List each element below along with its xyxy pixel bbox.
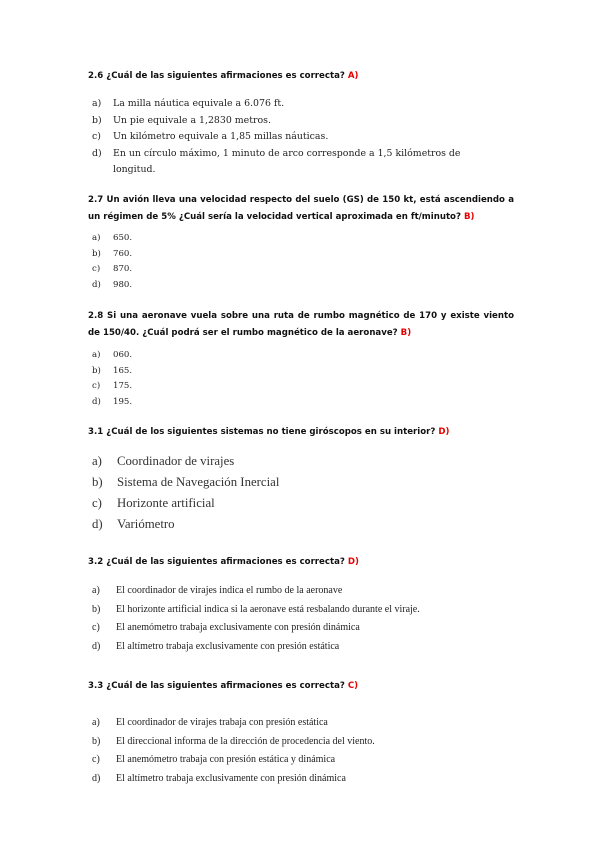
options-3-1 (92, 451, 522, 535)
option-c: c) 870. (92, 264, 133, 274)
correct-answer: B) (463, 212, 475, 222)
option-d: d) El altímetro trabaja exclusivamente con presión dinámica (92, 772, 346, 784)
correct-answer: A) (347, 71, 359, 81)
question-text: ¿Cuál de las siguientes afirmaciones es correcta? (106, 71, 345, 81)
option-c: c) El anemómetro trabaja con presión estática y dinámica (92, 754, 336, 765)
correct-answer: D) (438, 427, 450, 437)
question-2-8 (88, 308, 514, 342)
option-b: b) 165. (92, 365, 133, 376)
option-d: d) Variómetro (92, 517, 175, 531)
option-d: d) En un círculo máximo, 1 minuto de arco corresponde a 1,5 kilómetros de longitud. (92, 147, 461, 175)
question-number: 2.6 (88, 71, 104, 81)
option-d: d) 195. (92, 396, 133, 407)
question-text: Un avión lleva una velocidad respecto del suelo (GS) de 150 kt, está ascendiendo a un régimen de 5% ¿Cuál sería la velocidad vertical aproximada en ft/minuto? (88, 195, 515, 222)
question-number: 3.2 (88, 557, 104, 567)
question-number: 3.1 (88, 427, 104, 437)
option-d: d) 980. (92, 279, 133, 290)
options-3-3 (92, 714, 522, 788)
question-text: ¿Cuál de las siguientes afirmaciones es correcta? (106, 557, 345, 567)
question-number: 2.8 (88, 311, 104, 321)
question-3-2 (88, 554, 514, 571)
question-text: ¿Cuál de los siguientes sistemas no tiene giróscopos en su interior? (106, 427, 436, 437)
option-a: a) El coordinador de virajes indica el rumbo de la aeronave (92, 585, 343, 596)
question-3-1 (88, 424, 514, 441)
options-2-6 (92, 96, 522, 179)
question-3-3 (88, 678, 514, 695)
option-a: a) 060. (92, 350, 133, 360)
option-c: c) Un kilómetro equivale a 1,85 millas náuticas. (92, 131, 329, 142)
question-number: 3.3 (88, 681, 104, 691)
question-2-6 (88, 68, 514, 85)
question-2-7 (88, 192, 514, 226)
option-b: b) El direccional informa de la dirección de procedencia del viento. (92, 735, 375, 747)
option-c: c) 175. (92, 381, 133, 391)
option-d: d) El altímetro trabaja exclusivamente con presión estática (92, 640, 340, 652)
option-a: a) Coordinador de virajes (92, 454, 235, 468)
option-a: a) El coordinador de virajes trabaja con presión estática (92, 717, 328, 728)
option-a: a) 650. (92, 233, 133, 243)
option-a: a) La milla náutica equivale a 6.076 ft. (92, 98, 285, 109)
question-text: ¿Cuál de las siguientes afirmaciones es correcta? (106, 681, 345, 691)
option-b: b) Un pie equivale a 1,2830 metros. (92, 114, 271, 126)
correct-answer: C) (347, 681, 359, 691)
option-b: b) Sistema de Navegación Inercial (92, 475, 280, 489)
options-2-7 (92, 231, 522, 293)
option-b: b) 760. (92, 248, 133, 259)
options-2-8 (92, 348, 522, 410)
options-3-2 (92, 582, 522, 656)
correct-answer: B) (400, 328, 412, 338)
option-b: b) El horizonte artificial indica si la aeronave está resbalando durante el viraje. (92, 603, 420, 615)
correct-answer: D) (347, 557, 359, 567)
question-text: Si una aeronave vuela sobre una ruta de rumbo magnético de 170 y existe viento de 150/40. ¿Cuál podrá ser el rumbo magnético de la aeronave? (88, 311, 514, 338)
option-c: c) Horizonte artificial (92, 496, 215, 510)
option-c: c) El anemómetro trabaja exclusivamente con presión dinámica (92, 622, 360, 633)
question-number: 2.7 (88, 195, 104, 205)
